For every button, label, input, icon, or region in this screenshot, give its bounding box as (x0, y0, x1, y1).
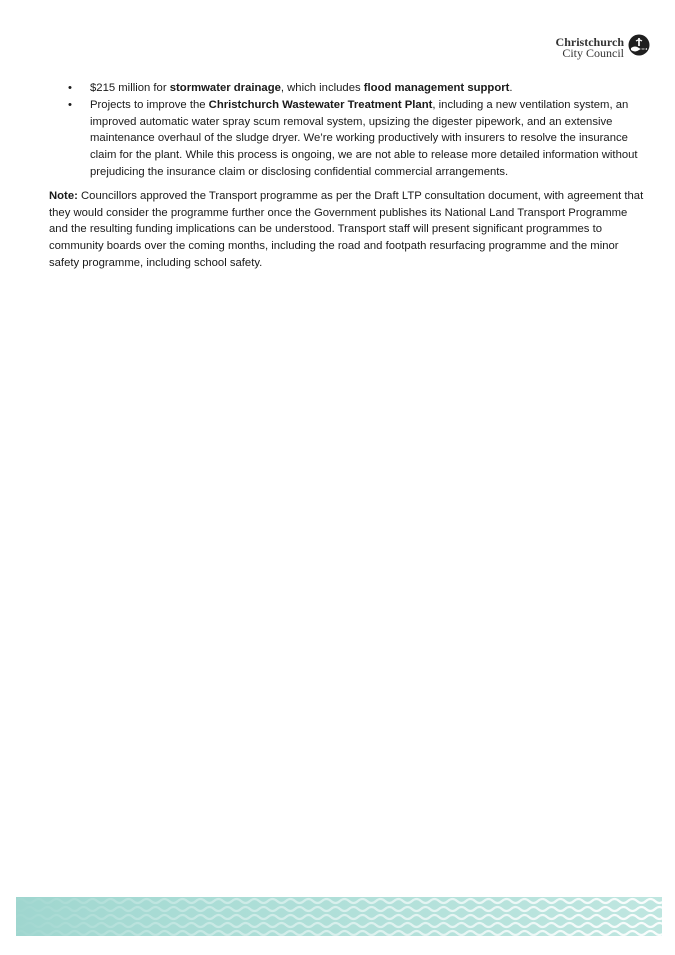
funding-bullet-list (49, 80, 647, 181)
note-label: Note: (49, 189, 78, 202)
logo-line-2: City Council (562, 45, 624, 60)
footer-wave-band (16, 897, 662, 936)
bullet-text: , including a new ventilation system, an improved automatic water spray scum removal system, upsizing the digester pipework, and an extensive maintenance overhaul of the sludge dryer. We’re working productively with insurers to resolve the insurance claim for the plant. While this process is ongoing, we are not able to release more detailed information without prejudicing the insurance claim or disclosing confidential commercial arrangements. (90, 98, 638, 178)
note-text: Councillors approved the Transport programme as per the Draft LTP consultation document, with agreement that they would consider the programme further once the Government publishes its National Land Transport Programme and the resulting funding implications can be understood. Transport staff will present significant programmes to community boards over the coming months, including the road and footpath resurfacing programme and the minor safety programme, including school safety. (49, 189, 644, 269)
bullet-text: Projects to improve the (90, 98, 209, 111)
transport-note (49, 188, 647, 272)
bullet-text: $215 million for (90, 82, 170, 94)
bullet-text: , which includes (280, 82, 364, 94)
document-body (49, 80, 647, 272)
bold-phrase: flood management support (363, 82, 510, 94)
logo-text (555, 34, 624, 60)
council-emblem-icon (628, 34, 650, 61)
bullet-stormwater (90, 80, 647, 97)
bold-phrase: Christchurch Wastewater Treatment Plant (208, 98, 433, 111)
bold-phrase: stormwater drainage (169, 82, 281, 94)
logo-line-1: Christchurch (555, 34, 624, 49)
council-logo (556, 34, 650, 61)
bullet-text: . (509, 82, 513, 94)
bullet-wastewater-plant (90, 97, 647, 181)
